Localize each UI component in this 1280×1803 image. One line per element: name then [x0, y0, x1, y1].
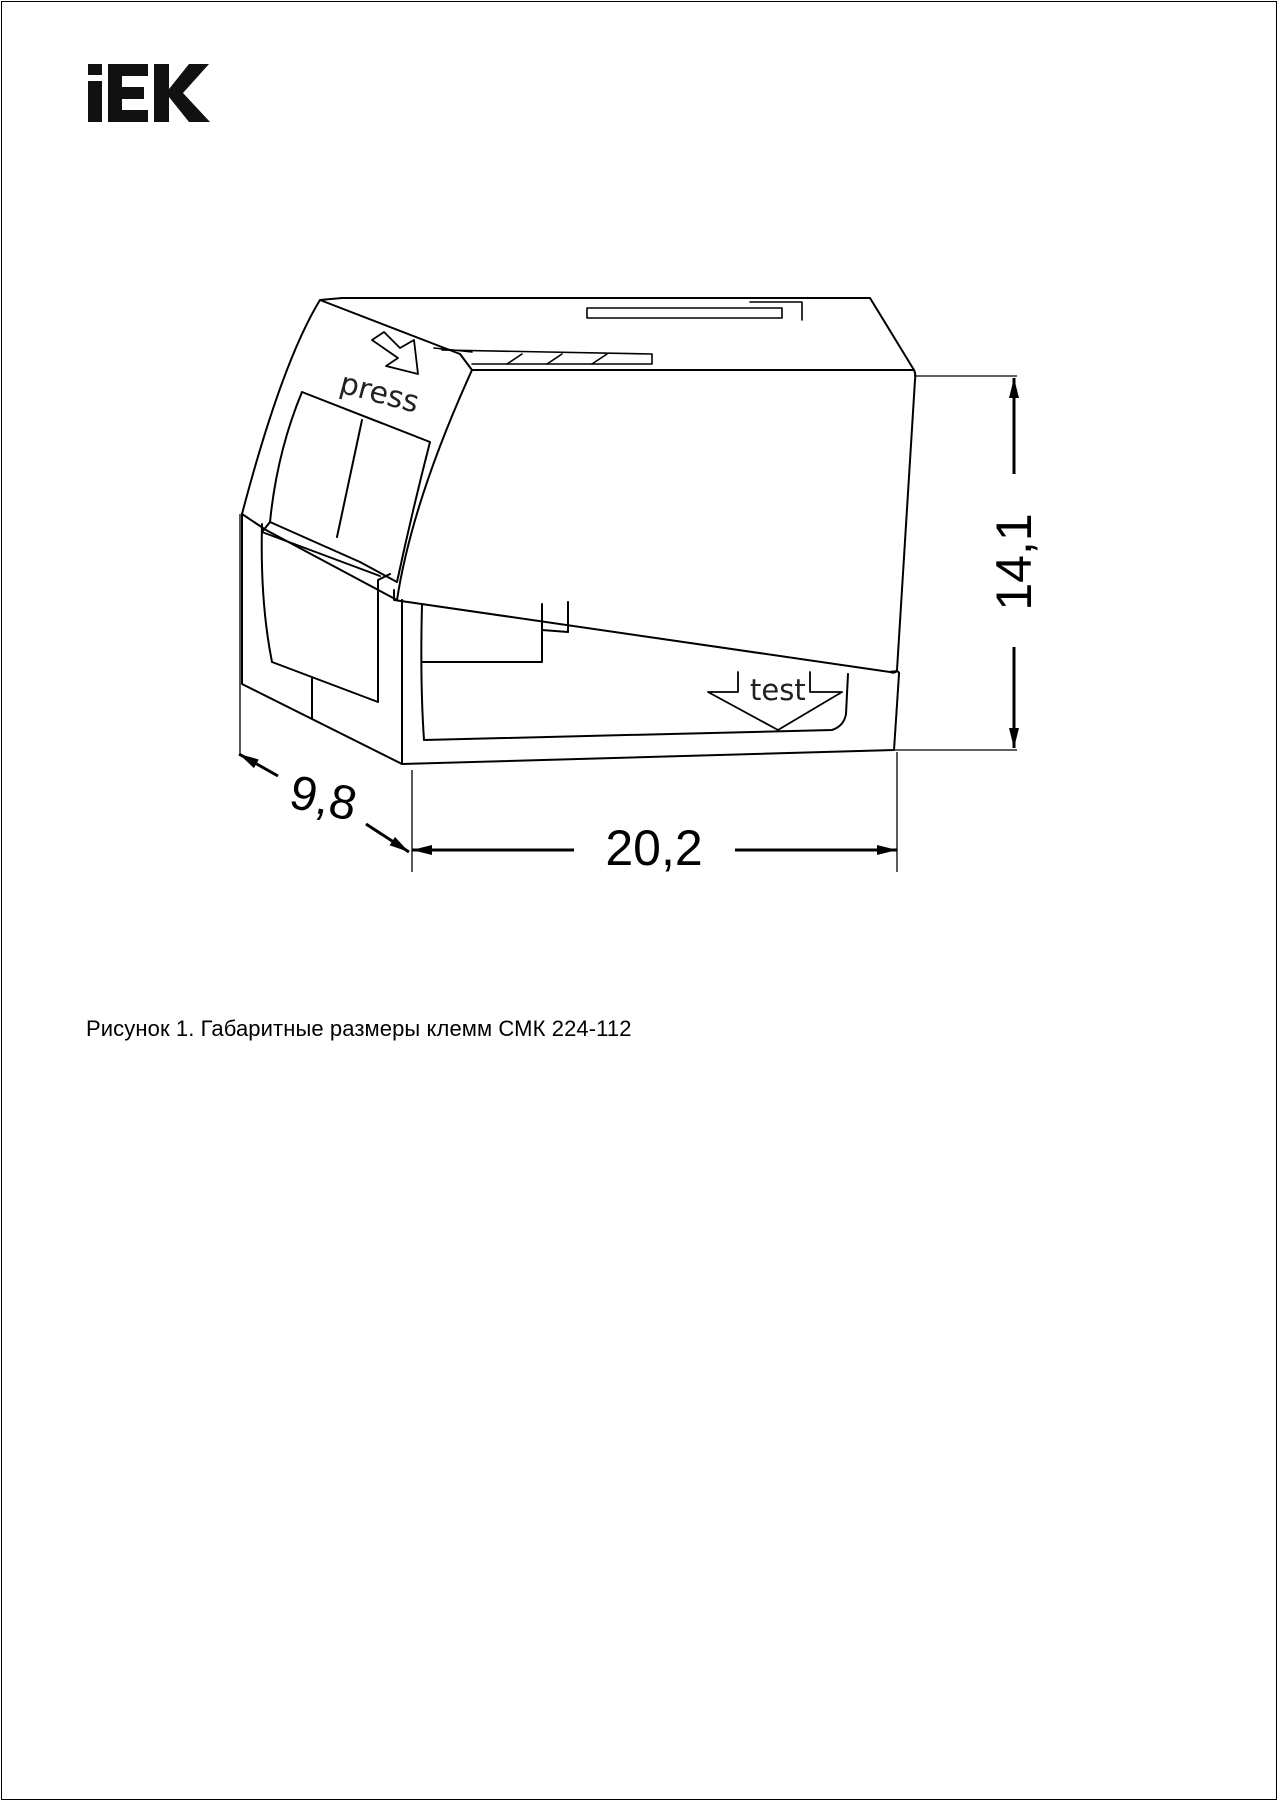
- height-dimension: [986, 378, 1042, 748]
- terminal-drawing: [2, 2, 1280, 902]
- width-dimension: [412, 820, 897, 876]
- width-dimension-value: 20,2: [605, 820, 703, 876]
- depth-dimension: [239, 754, 409, 852]
- depth-dimension-value: 9,8: [285, 765, 362, 832]
- height-dimension-value: 14,1: [986, 513, 1042, 611]
- figure-caption: Рисунок 1. Габаритные размеры клемм СМК 224-112: [86, 1016, 632, 1041]
- test-label: test: [750, 673, 806, 707]
- terminal-body: [242, 298, 915, 764]
- press-label: press: [335, 365, 423, 421]
- drawing-sheet: [1, 1, 1277, 1800]
